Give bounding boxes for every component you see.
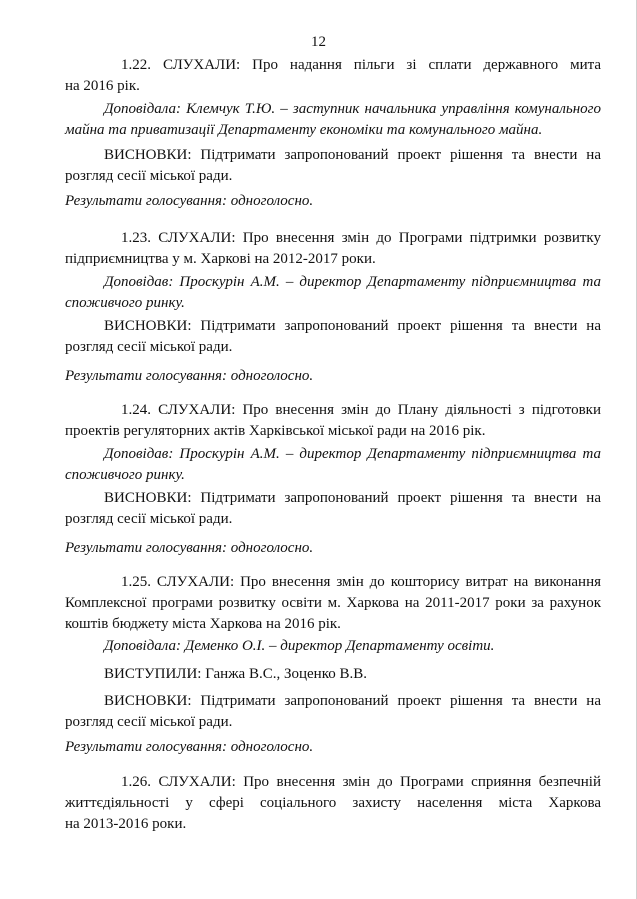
reporter-line: Доповідав: Проскурін А.М. – директор Департаменту підприємництва та: [104, 446, 601, 462]
heard-line: проектів регуляторних актів Харківської міської ради на 2016 рік.: [65, 423, 486, 439]
item-1-25-conclusions: [65, 691, 601, 733]
heard-line: коштів бюджету міста Харкова на 2016 рік.: [65, 616, 341, 632]
item-1-22-conclusions: [65, 145, 601, 187]
item-1-24-conclusions: [65, 488, 601, 530]
reporter-line: Доповідав: Проскурін А.М. – директор Департаменту підприємництва та: [104, 274, 601, 290]
reporter-line: споживчого ринку.: [65, 295, 185, 311]
reporter-line: майна та приватизації Департаменту економіки та комунального майна.: [65, 122, 543, 138]
item-1-24-heard: [65, 400, 601, 442]
heard-line: на 2013-2016 роки.: [65, 816, 187, 832]
item-1-25-heard: [65, 572, 601, 635]
vote-result: Результати голосування: одноголосно.: [65, 368, 314, 384]
heard-line: на 2016 рік.: [65, 78, 140, 94]
page-number: 12: [311, 34, 326, 50]
speakers-line: ВИСТУПИЛИ: Ганжа В.С., Зоценко В.В.: [104, 666, 367, 682]
conclusions-line: ВИСНОВКИ: Підтримати запропонований проект рішення та внести на: [104, 490, 601, 506]
conclusions-line: ВИСНОВКИ: Підтримати запропонований проект рішення та внести на: [104, 693, 601, 709]
item-1-23-heard: [65, 228, 601, 270]
vote-result: Результати голосування: одноголосно.: [65, 193, 314, 209]
item-1-22-reporter: [65, 99, 601, 141]
item-1-22-heard: [65, 55, 601, 97]
conclusions-line: розгляд сесії міської ради.: [65, 714, 233, 730]
item-1-24-reporter: [65, 444, 601, 486]
heard-line: 1.25. СЛУХАЛИ: Про внесення змін до кошторису витрат на виконання: [121, 574, 601, 590]
reporter-line: споживчого ринку.: [65, 467, 185, 483]
heard-line: 1.26. СЛУХАЛИ: Про внесення змін до Програми сприяння безпечній: [121, 774, 601, 790]
item-1-23-conclusions: [65, 316, 601, 358]
item-1-23-vote: [65, 366, 601, 387]
item-1-22-vote: [65, 191, 601, 212]
vote-result: Результати голосування: одноголосно.: [65, 540, 314, 556]
conclusions-line: розгляд сесії міської ради.: [65, 339, 233, 355]
item-1-25-vote: [65, 737, 601, 758]
conclusions-line: ВИСНОВКИ: Підтримати запропонований проект рішення та внести на: [104, 318, 601, 334]
heard-line: 1.23. СЛУХАЛИ: Про внесення змін до Програми підтримки розвитку: [121, 230, 601, 246]
item-1-25-reporter: [65, 636, 601, 657]
heard-line: 1.24. СЛУХАЛИ: Про внесення змін до Плану діяльності з підготовки: [121, 402, 601, 418]
conclusions-line: ВИСНОВКИ: Підтримати запропонований проект рішення та внести на: [104, 147, 601, 163]
heard-line: Комплексної програми розвитку освіти м. Харкова на 2011-2017 роки за рахунок: [65, 595, 601, 611]
heard-line: 1.22. СЛУХАЛИ: Про надання пільги зі сплати державного мита: [121, 57, 601, 73]
reporter-line: Доповідала: Деменко О.І. – директор Департаменту освіти.: [104, 638, 495, 654]
reporter-line: Доповідала: Клемчук Т.Ю. – заступник начальника управління комунального: [104, 101, 601, 117]
item-1-25-speakers: [65, 664, 601, 685]
vote-result: Результати голосування: одноголосно.: [65, 739, 314, 755]
conclusions-line: розгляд сесії міської ради.: [65, 511, 233, 527]
item-1-24-vote: [65, 538, 601, 559]
heard-line: життєдіяльності у сфері соціального захисту населення міста Харкова: [65, 795, 601, 811]
conclusions-line: розгляд сесії міської ради.: [65, 168, 233, 184]
item-1-23-reporter: [65, 272, 601, 314]
item-1-26-heard: [65, 772, 601, 835]
heard-line: підприємництва у м. Харкові на 2012-2017 роки.: [65, 251, 376, 267]
